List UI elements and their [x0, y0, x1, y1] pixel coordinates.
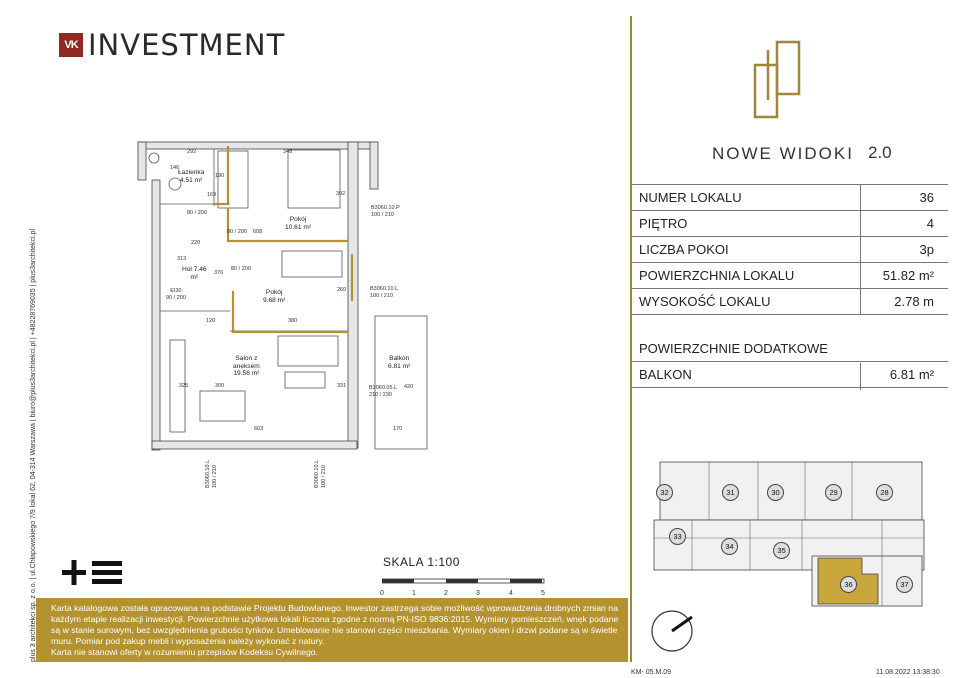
room-label-bathroom: Łazienka 4.51 m² [178, 169, 205, 184]
info-row-area [632, 263, 948, 289]
info-row-floor [632, 211, 948, 237]
dim-label: 608 [253, 229, 263, 235]
dim-label: 325 [179, 383, 189, 389]
unit-marker: 32 [656, 484, 673, 501]
scale-bar [382, 576, 546, 588]
brand-name: INVESTMENT [88, 28, 286, 62]
room-label-bedroom-1: Pokój 10.61 m² [285, 216, 312, 231]
unit-marker: 33 [669, 528, 686, 545]
dim-label: 80 / 200 [231, 266, 251, 272]
room-label-bedroom-2: Pokój 9.68 m² [263, 289, 286, 304]
extra-row-balcony [632, 362, 948, 388]
scale-tick: 4 [509, 590, 513, 597]
info-row-rooms [632, 237, 948, 263]
dim-label: 170 [393, 426, 403, 432]
scale-tick: 5 [541, 590, 545, 597]
document-code: KM- 05.M.09 [631, 669, 672, 676]
window-label: B3060.10.L 100 / 210 [205, 459, 218, 488]
architect-credit: plus 3 architekci sp. z o.o. | ul.Chłapowskiego 7/9 lokal 62, 04-314 Warszawa | biuro@plus3architekci.pl | +48228769035 | plus3architekci.pl [30, 229, 37, 662]
info-label: POWIERZCHNIA LOKALU [639, 268, 795, 283]
info-value: 4 [926, 216, 934, 231]
brand-logo: VK [59, 33, 83, 57]
disclaimer-note: Karta katalogowa została opracowana na podstawie Projektu Budowlanego. Inwestor zastrzega sobie możliwość wprowadzenia drobnych zmian na każdym etapie realizacji inwestycji. Powierzchnie użytkowa lokali liczona zgodne z normą PN-ISO 9836:2015. Wymiary pomieszczeń, wnęk podane są w stanie surowym, bez uwzględnienia grubości tynków. Umeblowanie nie stanowi części mieszkania. Wymiary okien i drzwi podane są w świetle muru. Pomiar pod zakup mebli i wyposażenia należy wykonać z natury. Karta nie stanowi oferty w rozumieniu przepisów Kodeksu Cywilnego. [36, 598, 628, 662]
unit-marker: 28 [876, 484, 893, 501]
room-label-balcony: Balkon 6.81 m² [388, 355, 411, 370]
dim-label: 302 [336, 191, 346, 197]
info-row-height [632, 289, 948, 315]
unit-marker-highlight: 36 [840, 576, 857, 593]
dim-label: 376 [214, 270, 224, 276]
project-version: 2.0 [868, 143, 892, 162]
dim-label: 146 [170, 165, 180, 171]
plus3-logo-icon [62, 559, 132, 587]
info-value: 3p [919, 242, 934, 257]
info-row-number [632, 185, 948, 211]
scale-tick: 3 [476, 590, 480, 597]
info-label: NUMER LOKALU [639, 190, 742, 205]
scale-tick: 0 [380, 590, 384, 597]
dim-label: 420 [404, 384, 414, 390]
info-label: WYSOKOŚĆ LOKALU [639, 294, 771, 309]
dim-label: 603 [254, 426, 264, 432]
info-label: LICZBA POKOI [639, 242, 729, 257]
window-label: B3060.05.L 210 / 230 [369, 385, 398, 398]
scale-tick: 1 [412, 590, 416, 597]
extra-header: POWIERZCHNIE DODATKOWE [639, 341, 828, 356]
scale-tick: 2 [444, 590, 448, 597]
info-value: 51.82 m² [882, 268, 934, 283]
info-value: 36 [919, 190, 934, 205]
dim-label: 169 [207, 192, 217, 198]
room-label-living: Salon z aneksem 19.56 m² [233, 355, 260, 377]
dim-label: 380 [288, 318, 298, 324]
dim-label: 80 / 200 [187, 210, 207, 216]
info-label: BALKON [639, 367, 692, 382]
dim-label: 80 / 200 [227, 229, 247, 235]
dim-label: 300 [215, 383, 225, 389]
info-label: PIĘTRO [639, 216, 688, 231]
dim-label: 331 [337, 383, 347, 389]
window-label: B3060.10.L 100 / 210 [314, 459, 327, 488]
dim-label: 348 [283, 149, 293, 155]
project-title: NOWE WIDOKI [712, 144, 854, 163]
unit-marker: 30 [767, 484, 784, 501]
unit-marker: 31 [722, 484, 739, 501]
extra-header-row [632, 336, 948, 362]
dim-label: 120 [206, 318, 216, 324]
dim-label: 260 [337, 287, 347, 293]
info-value: 2.78 m [894, 294, 934, 309]
dim-label: 190 [215, 173, 225, 179]
unit-marker: 37 [896, 576, 913, 593]
window-label: B3060.10.L 100 / 210 [370, 286, 399, 299]
dim-label: 313 [177, 256, 187, 262]
table-col-divider-2 [860, 363, 861, 390]
info-value: 6.81 m² [889, 367, 934, 382]
compass-icon [648, 607, 698, 657]
dim-label: 220 [191, 240, 201, 246]
table-col-divider [860, 185, 861, 314]
dim-label: 292 [187, 149, 197, 155]
scale-label: SKALA 1:100 [383, 555, 460, 569]
document-date: 11.08.2022 13:38:30 [876, 669, 940, 676]
room-label-hall: Hol 7.46 m² [182, 266, 207, 281]
unit-marker: 34 [721, 538, 738, 555]
project-logo-icon [752, 40, 802, 122]
unit-marker: 35 [773, 542, 790, 559]
window-label: B3060.10.P 100 / 210 [371, 205, 400, 218]
entrance-label: EI30 90 / 200 [166, 288, 186, 301]
unit-marker: 29 [825, 484, 842, 501]
